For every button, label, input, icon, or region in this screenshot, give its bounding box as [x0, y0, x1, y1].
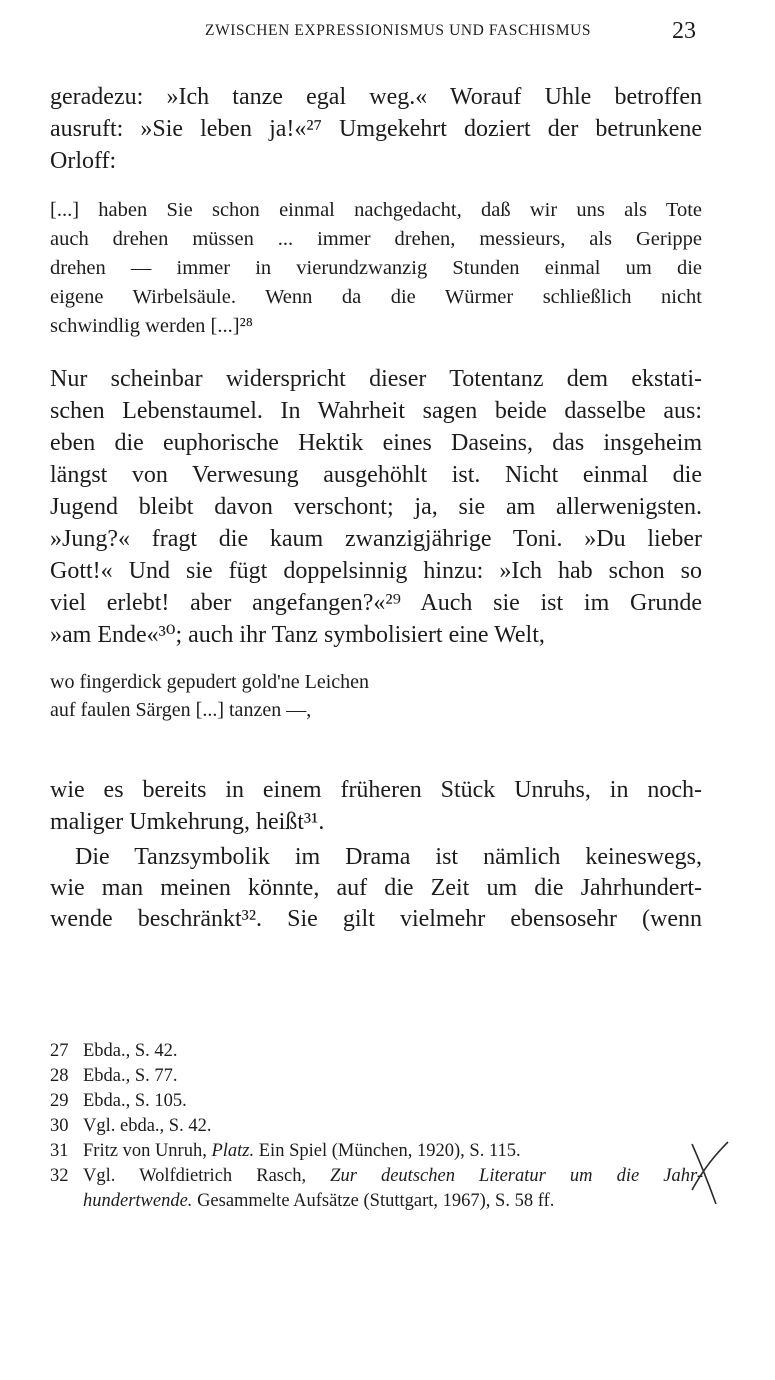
verse-line: wo fingerdick gepudert gold'ne Leichen	[50, 671, 370, 693]
body-line: wie man meinen könnte, auf die Zeit um die Jahrhundert-	[50, 875, 702, 901]
footnote	[50, 1139, 710, 1163]
footnote-title: Platz.	[211, 1141, 255, 1161]
footnote-author: Vgl. Wolfdietrich Rasch,	[83, 1166, 331, 1186]
quote-line: schwindlig werden [...]²⁸	[50, 315, 253, 337]
page-number: 23	[672, 18, 696, 44]
footnote-text	[83, 1189, 554, 1213]
footnote-text	[83, 1164, 703, 1188]
body-line: ausruft: »Sie leben ja!«²⁷ Umgekehrt doziert der betrunkene	[50, 116, 702, 142]
footnote-number: 31	[50, 1141, 69, 1161]
footnote-number: 28	[50, 1066, 69, 1086]
body-line: wende beschränkt³². Sie gilt vielmehr ebensosehr (wenn	[50, 906, 702, 932]
footnote-title: Zur deutschen Literatur um die Jahr-	[330, 1166, 703, 1186]
footnote	[50, 1114, 710, 1138]
quote-line: drehen — immer in vierundzwanzig Stunden einmal um die	[50, 257, 702, 279]
footnote-publication: Gesammelte Aufsätze (Stuttgart, 1967), S. 58 ff.	[192, 1191, 555, 1211]
quote-line: [...] haben Sie schon einmal nachgedacht, daß wir uns als Tote	[50, 199, 702, 221]
footnote-continuation	[50, 1189, 710, 1213]
body-line: geradezu: »Ich tanze egal weg.« Worauf Uhle betroffen	[50, 84, 702, 110]
footnote-number: 30	[50, 1116, 69, 1136]
body-line: viel erlebt! aber angefangen?«²⁹ Auch sie ist im Grunde	[50, 590, 702, 616]
body-line: schen Lebenstaumel. In Wahrheit sagen beide dasselbe aus:	[50, 398, 702, 424]
footnote-number: 27	[50, 1041, 69, 1061]
footnote	[50, 1164, 710, 1188]
running-head: ZWISCHEN EXPRESSIONISMUS UND FASCHISMUS	[205, 22, 592, 39]
body-line: maliger Umkehrung, heißt³¹.	[50, 809, 325, 835]
body-line: Die Tanzsymbolik im Drama ist nämlich keineswegs,	[75, 844, 702, 870]
footnote	[50, 1064, 710, 1088]
footnote-text	[83, 1139, 521, 1163]
quote-line: eigene Wirbelsäule. Wenn da die Würmer schließlich nicht	[50, 286, 702, 308]
footnote	[50, 1089, 710, 1113]
verse-line: auf faulen Särgen [...] tanzen —,	[50, 699, 312, 721]
page-header	[0, 18, 775, 52]
footnote-text: Vgl. ebda., S. 42.	[83, 1116, 212, 1136]
footnote	[50, 1039, 710, 1063]
quote-line: auch drehen müssen ... immer drehen, messieurs, als Gerippe	[50, 228, 702, 250]
footnote-text: Ebda., S. 42.	[83, 1041, 178, 1061]
body-line: längst von Verwesung ausgehöhlt ist. Nicht einmal die	[50, 462, 702, 488]
body-line: wie es bereits in einem früheren Stück Unruhs, in noch-	[50, 777, 702, 803]
body-line: Jugend bleibt davon verschont; ja, sie am allerwenigsten.	[50, 494, 702, 520]
body-line: Orloff:	[50, 148, 117, 174]
pencil-cross-mark-icon	[686, 1138, 732, 1208]
footnote-author: Fritz von Unruh,	[83, 1141, 212, 1161]
footnote-text: Ebda., S. 77.	[83, 1066, 178, 1086]
footnote-publication: Ein Spiel (München, 1920), S. 115.	[254, 1141, 521, 1161]
body-line: eben die euphorische Hektik eines Daseins, das insgeheim	[50, 430, 702, 456]
body-line: »am Ende«³⁰; auch ihr Tanz symbolisiert eine Welt,	[50, 622, 545, 648]
body-line: Gott!« Und sie fügt doppelsinnig hinzu: »Ich hab schon so	[50, 558, 702, 584]
body-line: »Jung?« fragt die kaum zwanzigjährige Toni. »Du lieber	[50, 526, 702, 552]
footnote-title: hundertwende.	[83, 1191, 193, 1211]
body-line: Nur scheinbar widerspricht dieser Totentanz dem ekstati-	[50, 366, 702, 392]
footnote-number: 32	[50, 1166, 69, 1186]
footnote-text: Ebda., S. 105.	[83, 1091, 187, 1111]
footnote-number: 29	[50, 1091, 69, 1111]
